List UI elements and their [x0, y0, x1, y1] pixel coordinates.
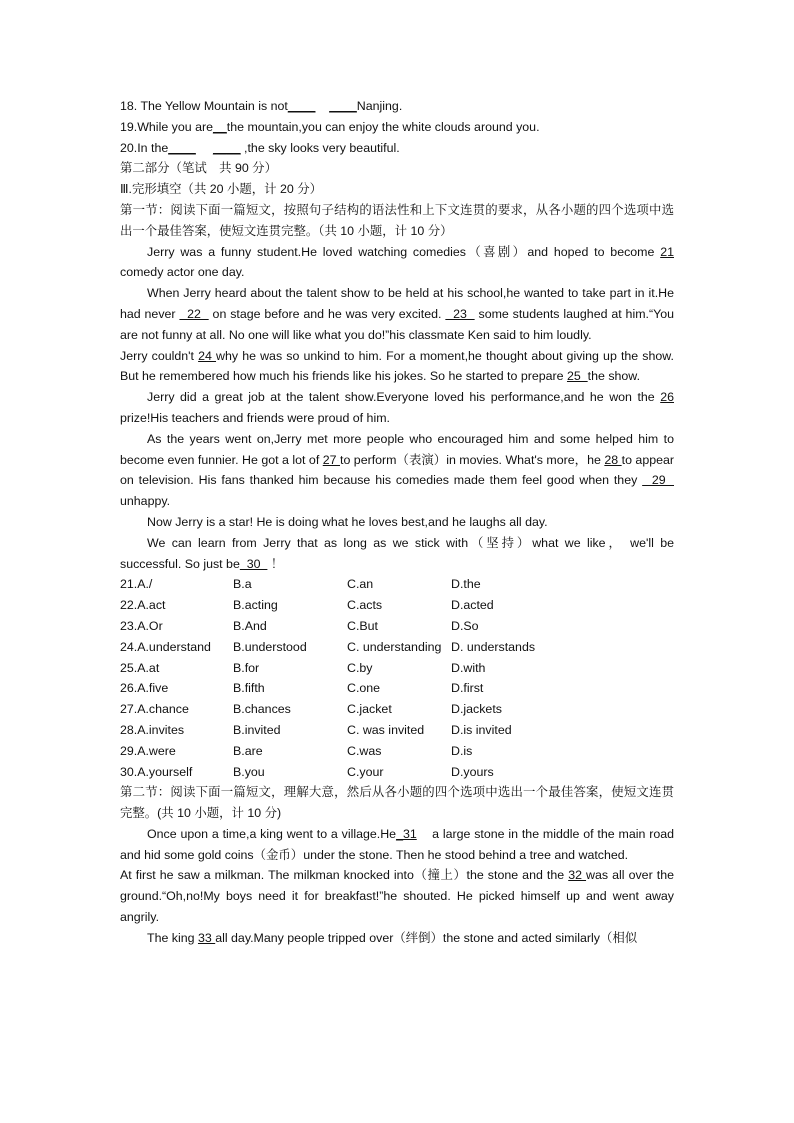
passage2-paragraph-1: Once upon a time,a king went to a village.He_31 a large stone in the middle of the main road and hid some gold coins（金币）under the stone. Then he stood behind a tree and watched.	[120, 826, 678, 862]
option-row-25	[120, 658, 674, 679]
option[interactable]: B.understood	[233, 639, 307, 654]
passage1-paragraph-2: When Jerry heard about the talent show to be held at his school,he wanted to take part in it.He had never 22 on stage before and he was very excited. 23 some students laughed at him.“You are not funny at all. No one will like what you do!”his classmate Ken said to him loudly.	[120, 286, 674, 342]
answer-blank[interactable]: __	[212, 119, 227, 134]
option[interactable]: D.with	[451, 660, 486, 675]
blank-28[interactable]: 28	[604, 452, 622, 467]
option[interactable]: 28.A.invites	[120, 722, 185, 737]
exam-page	[120, 96, 678, 949]
option[interactable]: B.for	[233, 660, 260, 675]
option-row-27	[120, 699, 674, 720]
option-row-24	[120, 637, 674, 658]
options-list	[120, 574, 674, 782]
option[interactable]: D.jackets	[451, 702, 502, 717]
section3-title: Ⅲ.完形填空（共 20 小题，计 20 分）	[120, 182, 323, 197]
option[interactable]: 23.A.Or	[120, 618, 163, 633]
option-row-23	[120, 616, 674, 637]
option[interactable]: 22.A.act	[120, 598, 166, 613]
option[interactable]: B.invited	[233, 722, 281, 737]
option[interactable]: C.But	[347, 618, 378, 633]
option[interactable]: D. understands	[451, 639, 536, 654]
section1-instruction: 第一节：阅读下面一篇短文，按照句子结构的语法性和上下文连贯的要求，从各小题的四个选项中选出一个最佳答案，使短文连贯完整。（共 10 小题，计 10 分）	[120, 202, 674, 238]
blank-30[interactable]: 30	[239, 556, 268, 571]
option[interactable]: B.a	[233, 577, 252, 592]
passage2-paragraph-3: The king 33 all day.Many people tripped over（绊倒）the stone and acted similarly（相似	[147, 930, 638, 945]
blank-23[interactable]: 23	[445, 306, 475, 321]
option-row-26	[120, 678, 674, 699]
option[interactable]: B.are	[233, 743, 263, 758]
passage1-paragraph-1: Jerry was a funny student.He loved watching comedies（喜剧）and hoped to become 21 comedy actor one day.	[120, 244, 674, 280]
blank-31[interactable]: _31	[396, 826, 417, 841]
option[interactable]: 27.A.chance	[120, 702, 189, 717]
option[interactable]: D.is invited	[451, 722, 512, 737]
blank-29[interactable]: 29	[642, 473, 674, 488]
passage2-paragraph-2: At first he saw a milkman. The milkman knocked into（撞上）the stone and the 32 was all over the ground.“Oh,no!My boys need it for breakfast!”he shouted. He picked himself up and went away angrily.	[120, 868, 674, 925]
blank-21[interactable]: 21	[660, 244, 674, 259]
option[interactable]: D.is	[451, 743, 473, 758]
option[interactable]: B.chances	[233, 702, 291, 717]
blank-27[interactable]: 27	[322, 452, 340, 467]
passage1-paragraph-7: We can learn from Jerry that as long as we stick with（坚持）what we like， we'll be successful. So just be 30 ！	[120, 535, 674, 571]
option[interactable]: C.jacket	[347, 702, 392, 717]
answer-blank[interactable]: ____	[287, 99, 316, 113]
blank-22[interactable]: 22	[179, 306, 209, 321]
blank-32[interactable]: 32	[568, 868, 587, 883]
passage1-paragraph-3: Jerry couldn't 24 why he was so unkind to him. For a moment,he thought about giving up the show. But he remembered how much his friends like his jokes. So he started to prepare 25 the show.	[120, 348, 674, 384]
answer-blank[interactable]: ____	[213, 140, 241, 155]
passage1-paragraph-6: Now Jerry is a star! He is doing what he loves best,and he laughs all day.	[147, 514, 548, 529]
option[interactable]: 24.A.understand	[120, 639, 211, 654]
option[interactable]: D.the	[451, 577, 481, 592]
option[interactable]: D.yours	[451, 764, 494, 779]
option[interactable]: C.an	[347, 577, 374, 592]
question-18: 18. The Yellow Mountain is not____ ____Nanjing.	[120, 99, 403, 113]
blank-26[interactable]: 26	[660, 390, 674, 405]
option[interactable]: D.So	[451, 618, 479, 633]
blank-25[interactable]: 25	[566, 369, 588, 384]
option[interactable]: C.acts	[347, 598, 383, 613]
option[interactable]: C.by	[347, 660, 373, 675]
option[interactable]: B.fifth	[233, 681, 265, 696]
option-row-28	[120, 720, 674, 741]
question-19: 19.While you are__the mountain,you can enjoy the white clouds around you.	[120, 119, 540, 134]
option[interactable]: 21.A./	[120, 577, 153, 592]
option-row-29	[120, 741, 674, 762]
option[interactable]: C. was invited	[347, 722, 425, 737]
option-row-22	[120, 595, 674, 616]
answer-blank[interactable]: ____	[329, 99, 357, 113]
section2-instruction: 第二节：阅读下面一篇短文，理解大意，然后从各小题的四个选项中选出一个最佳答案，使短文连贯完整。(共 10 小题，计 10 分)	[120, 785, 674, 821]
option[interactable]: C. understanding	[347, 639, 442, 654]
blank-24[interactable]: 24	[198, 348, 217, 363]
option[interactable]: 30.A.yourself	[120, 764, 193, 779]
option[interactable]: C.your	[347, 764, 384, 779]
option[interactable]: B.And	[233, 618, 267, 633]
option[interactable]: 29.A.were	[120, 743, 176, 758]
passage1-paragraph-5: As the years went on,Jerry met more people who encouraged him and some helped him to become even funnier. He got a lot of 27 to perform（表演）in movies. What's more，he 28 to appear on television. His fans thanked him because his comedies made them feel good when they 29 unhappy.	[120, 431, 675, 509]
option-row-21	[120, 574, 674, 595]
option[interactable]: D.first	[451, 681, 484, 696]
option[interactable]: D.acted	[451, 598, 494, 613]
option[interactable]: 25.A.at	[120, 660, 160, 675]
passage1-paragraph-4: Jerry did a great job at the talent show.Everyone loved his performance,and he won the 26 prize!His teachers and friends were proud of him.	[120, 390, 674, 425]
blank-33[interactable]: 33	[197, 930, 216, 945]
part2-title: 第二部分（笔试 共 90 分）	[120, 161, 277, 176]
option[interactable]: C.one	[347, 681, 381, 696]
option[interactable]: B.acting	[233, 598, 278, 613]
option-row-30	[120, 762, 674, 783]
answer-blank[interactable]: ____	[168, 140, 196, 155]
option[interactable]: 26.A.five	[120, 681, 169, 696]
question-20: 20.In the____ ____ ,the sky looks very beautiful.	[120, 140, 400, 155]
option[interactable]: C.was	[347, 743, 382, 758]
option[interactable]: B.you	[233, 764, 265, 779]
